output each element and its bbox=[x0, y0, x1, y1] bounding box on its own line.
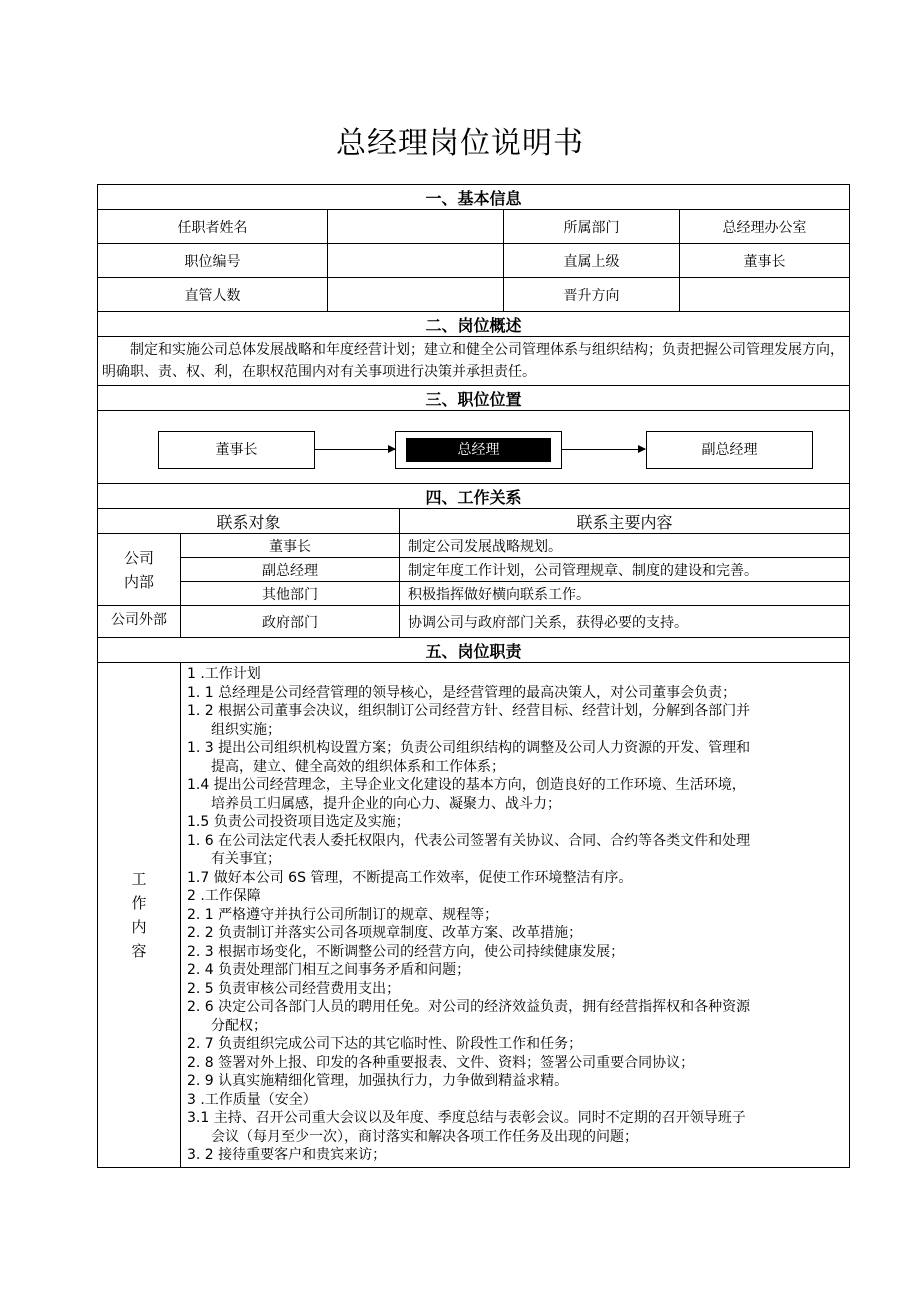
org-box-deputy bbox=[646, 431, 813, 469]
duty-line: 2. 7 负责组织完成公司下达的其它临时性、阶段性工作和任务； bbox=[187, 1036, 583, 1052]
external-label: 公司外部 bbox=[98, 606, 181, 638]
value-direct-reports bbox=[328, 278, 504, 312]
label-promotion: 晋升方向 bbox=[504, 278, 680, 312]
relation-row bbox=[98, 558, 850, 582]
internal-label bbox=[98, 534, 181, 606]
duty-heading: 2 .工作保障 bbox=[187, 888, 261, 904]
section-overview-heading: 二、岗位概述 bbox=[98, 312, 850, 337]
relation-row bbox=[98, 582, 850, 606]
relation-content: 制定年度工作计划，公司管理规章、制度的建设和完善。 bbox=[400, 558, 850, 582]
value-superior: 董事长 bbox=[680, 244, 850, 278]
duty-line: 有关事宜； bbox=[211, 851, 281, 867]
label-direct-reports: 直管人数 bbox=[98, 278, 328, 312]
basic-row bbox=[98, 278, 850, 312]
org-box-gm-label: 总经理 bbox=[406, 438, 551, 462]
side-char: 工 bbox=[131, 869, 147, 888]
relation-who: 副总经理 bbox=[181, 558, 400, 582]
org-box-deputy-label: 副总经理 bbox=[701, 442, 758, 458]
duty-line: 2. 6 决定公司各部门人员的聘用任免。对公司的经济效益负责，拥有经营指挥权和各种资源 bbox=[187, 999, 751, 1015]
org-chart bbox=[98, 411, 850, 484]
arrow-right-icon bbox=[314, 449, 395, 450]
section-duties-heading: 五、岗位职责 bbox=[98, 638, 850, 663]
duty-line: 2. 9 认真实施精细化管理，加强执行力，力争做到精益求精。 bbox=[187, 1073, 569, 1089]
duty-heading: 3 .工作质量（安全） bbox=[187, 1091, 317, 1108]
relation-row bbox=[98, 606, 850, 638]
duty-line: 提高，建立、健全高效的组织体系和工作体系； bbox=[211, 758, 505, 775]
section-basic-heading: 一、基本信息 bbox=[98, 185, 850, 210]
side-char: 内 bbox=[131, 917, 147, 936]
duty-line: 组织实施； bbox=[211, 721, 281, 738]
relations-col-content: 联系主要内容 bbox=[400, 509, 850, 534]
label-superior: 直属上级 bbox=[504, 244, 680, 278]
label-dept: 所属部门 bbox=[504, 210, 680, 244]
duty-line: 1.7 做好本公司 6S 管理，不断提高工作效率，促使工作环境整洁有序。 bbox=[187, 869, 633, 886]
basic-row bbox=[98, 210, 850, 244]
internal-label-line1: 公司 bbox=[123, 548, 154, 567]
duty-line: 1. 2 根据公司董事会决议，组织制订公司经营方针、经营目标、经营计划，分解到各部门并 bbox=[187, 703, 751, 719]
duty-heading: 1 .工作计划 bbox=[187, 666, 261, 682]
duty-line: 2. 4 负责处理部门相互之间事务矛盾和问题； bbox=[187, 962, 471, 978]
duty-line: 2. 8 签署对外上报、印发的各种重要报表、文件、资料；签署公司重要合同协议； bbox=[187, 1054, 695, 1071]
label-name: 任职者姓名 bbox=[98, 210, 328, 244]
duty-line: 2. 2 负责制订并落实公司各项规章制度、改革方案、改革措施； bbox=[187, 925, 583, 941]
duty-line: 会议（每月至少一次），商讨落实和解决各项工作任务及出现的问题； bbox=[211, 1128, 638, 1145]
duty-line: 1.5 负责公司投资项目选定及实施； bbox=[187, 814, 410, 830]
relation-content: 制定公司发展战略规划。 bbox=[400, 534, 850, 558]
duty-line: 1. 6 在公司法定代表人委托权限内，代表公司签署有关协议、合同、合约等各类文件和处理 bbox=[187, 832, 751, 849]
duties-content bbox=[181, 663, 850, 1168]
relation-who: 董事长 bbox=[181, 534, 400, 558]
internal-label-line2: 内部 bbox=[123, 572, 154, 591]
section-relations-heading: 四、工作关系 bbox=[98, 484, 850, 509]
relation-content: 协调公司与政府部门关系，获得必要的支持。 bbox=[400, 606, 850, 638]
relation-content: 积极指挥做好横向联系工作。 bbox=[400, 582, 850, 606]
side-char: 容 bbox=[131, 941, 147, 960]
section-position-heading: 三、职位位置 bbox=[98, 386, 850, 411]
duty-line: 1. 3 提出公司组织机构设置方案；负责公司组织结构的调整及公司人力资源的开发、管理和 bbox=[187, 740, 751, 756]
duties-side-label bbox=[98, 663, 181, 1168]
duty-line: 2. 5 负责审核公司经营费用支出； bbox=[187, 980, 401, 997]
relation-row bbox=[98, 534, 850, 558]
duty-line: 3.1 主持、召开公司重大会议以及年度、季度总结与表彰会议。同时不定期的召开领导班子 bbox=[187, 1110, 746, 1126]
value-position-id bbox=[328, 244, 504, 278]
label-position-id: 职位编号 bbox=[98, 244, 328, 278]
relations-col-contact: 联系对象 bbox=[98, 509, 400, 534]
page-title: 总经理岗位说明书 bbox=[336, 126, 584, 161]
duty-line: 1. 1 总经理是公司经营管理的领导核心，是经营管理的最高决策人，对公司董事会负责； bbox=[187, 684, 737, 701]
duty-line: 3. 2 接待重要客户和贵宾来访； bbox=[187, 1147, 387, 1163]
job-description-table bbox=[97, 184, 850, 1168]
duty-line: 1.4 提出公司经营理念，主导企业文化建设的基本方向，创造良好的工作环境、生活环境， bbox=[187, 777, 746, 793]
relation-who: 政府部门 bbox=[181, 606, 400, 638]
arrow-right-icon bbox=[561, 449, 645, 450]
duty-line: 2. 3 根据市场变化，不断调整公司的经营方向，使公司持续健康发展； bbox=[187, 943, 625, 960]
org-box-chairman-label: 董事长 bbox=[215, 442, 258, 458]
side-char: 作 bbox=[131, 893, 147, 912]
overview-text: 制定和实施公司总体发展战略和年度经营计划；建立和健全公司管理体系与组织结构；负责把握公司管理发展方向，明确职、责、权、利，在职权范围内对有关事项进行决策并承担责任。 bbox=[98, 337, 850, 386]
basic-row bbox=[98, 244, 850, 278]
duty-line: 培养员工归属感，提升企业的向心力、凝聚力、战斗力； bbox=[211, 795, 561, 812]
org-box-chairman bbox=[158, 431, 315, 469]
duty-line: 分配权； bbox=[211, 1017, 267, 1034]
duty-line: 2. 1 严格遵守并执行公司所制订的规章、规程等； bbox=[187, 906, 499, 923]
value-name bbox=[328, 210, 504, 244]
value-dept: 总经理办公室 bbox=[680, 210, 850, 244]
value-promotion bbox=[680, 278, 850, 312]
relation-who: 其他部门 bbox=[181, 582, 400, 606]
org-box-gm bbox=[395, 431, 562, 469]
